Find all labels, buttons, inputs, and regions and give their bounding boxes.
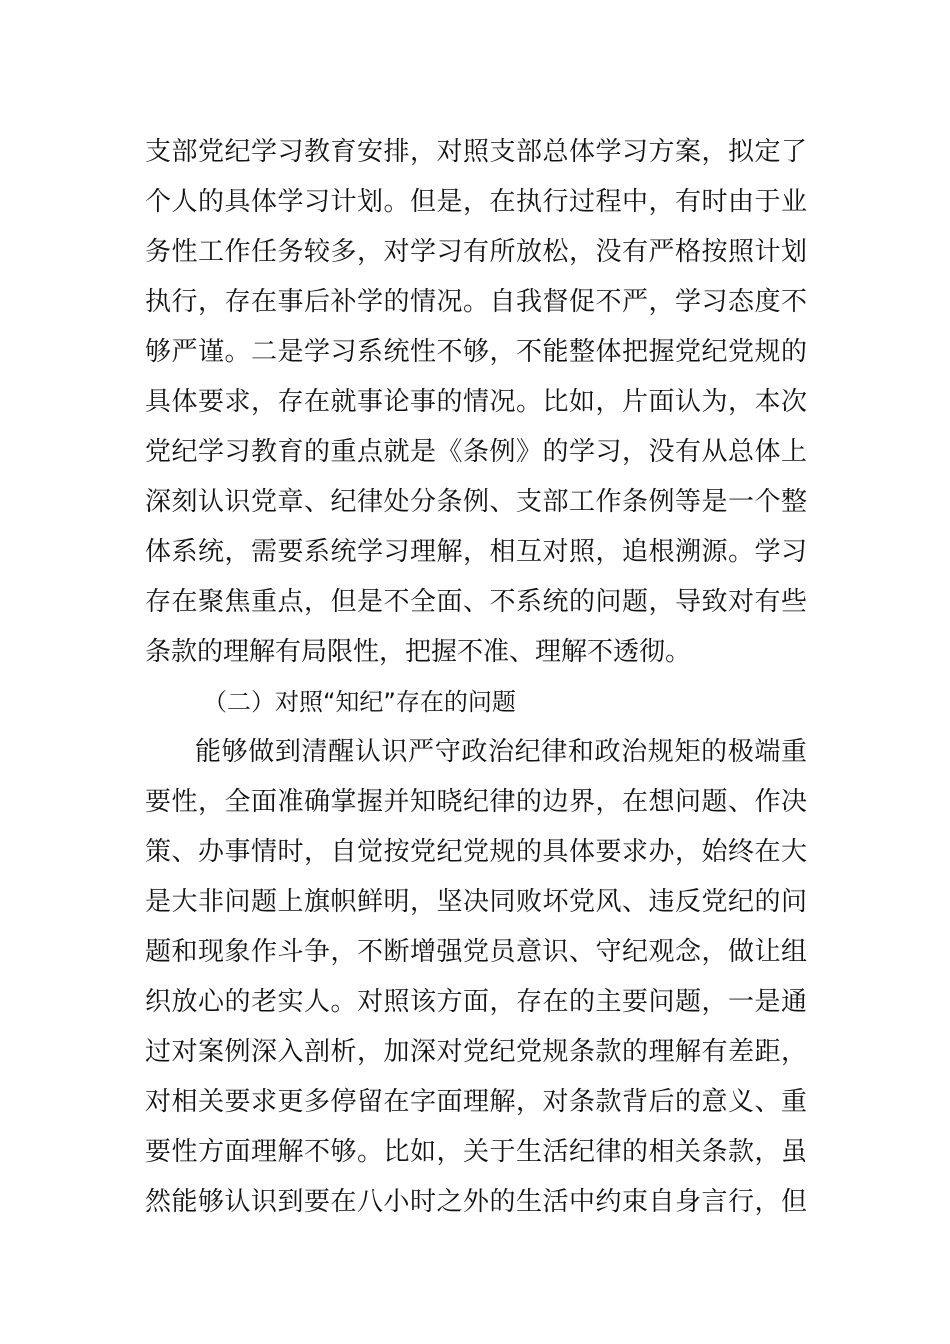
text-line: 支部党纪学习教育安排，对照支部总体学习方案，拟定了 — [145, 137, 807, 167]
text-line: 能够做到清醒认识严守政治纪律和政治规矩的极端重 — [195, 737, 807, 767]
text-line: 个人的具体学习计划。但是，在执行过程中，有时由于业 — [145, 187, 807, 217]
text-line: 执行，存在事后补学的情况。自我督促不严，学习态度不 — [145, 287, 807, 317]
text-line: 织放心的老实人。对照该方面，存在的主要问题，一是通 — [145, 987, 807, 1017]
paragraph-know-discipline — [145, 727, 807, 1227]
text-line: 具体要求，存在就事论事的情况。比如，片面认为，本次 — [145, 387, 807, 417]
text-line: 条款的理解有局限性，把握不准、理解不透彻。 — [145, 637, 692, 667]
text-line: 然能够认识到要在八小时之外的生活中约束自身言行，但 — [145, 1187, 807, 1217]
paragraph-study-plan — [145, 127, 807, 677]
text-line: 是大非问题上旗帜鲜明，坚决同败坏党风、违反党纪的问 — [145, 887, 807, 917]
text-line: 深刻认识党章、纪律处分条例、支部工作条例等是一个整 — [145, 487, 807, 517]
text-line: 党纪学习教育的重点就是《条例》的学习，没有从总体上 — [145, 437, 807, 467]
text-line: 对相关要求更多停留在字面理解，对条款背后的意义、重 — [145, 1087, 807, 1117]
text-line: 过对案例深入剖析，加深对党纪党规条款的理解有差距， — [145, 1037, 807, 1067]
text-line: 策、办事情时，自觉按党纪党规的具体要求办，始终在大 — [145, 837, 807, 867]
document-body — [145, 127, 807, 1227]
text-line: 务性工作任务较多，对学习有所放松，没有严格按照计划 — [145, 237, 807, 267]
text-line: 存在聚焦重点，但是不全面、不系统的问题，导致对有些 — [145, 587, 807, 617]
text-line: 够严谨。二是学习系统性不够，不能整体把握党纪党规的 — [145, 337, 807, 367]
text-line: 体系统，需要系统学习理解，相互对照，追根溯源。学习 — [145, 537, 807, 567]
section-heading: （二）对照“知纪”存在的问题 — [203, 688, 516, 716]
text-line: 题和现象作斗争，不断增强党员意识、守纪观念，做让组 — [145, 937, 807, 967]
text-line: 要性，全面准确掌握并知晓纪律的边界，在想问题、作决 — [145, 787, 807, 817]
text-line: 要性方面理解不够。比如，关于生活纪律的相关条款，虽 — [145, 1137, 807, 1167]
